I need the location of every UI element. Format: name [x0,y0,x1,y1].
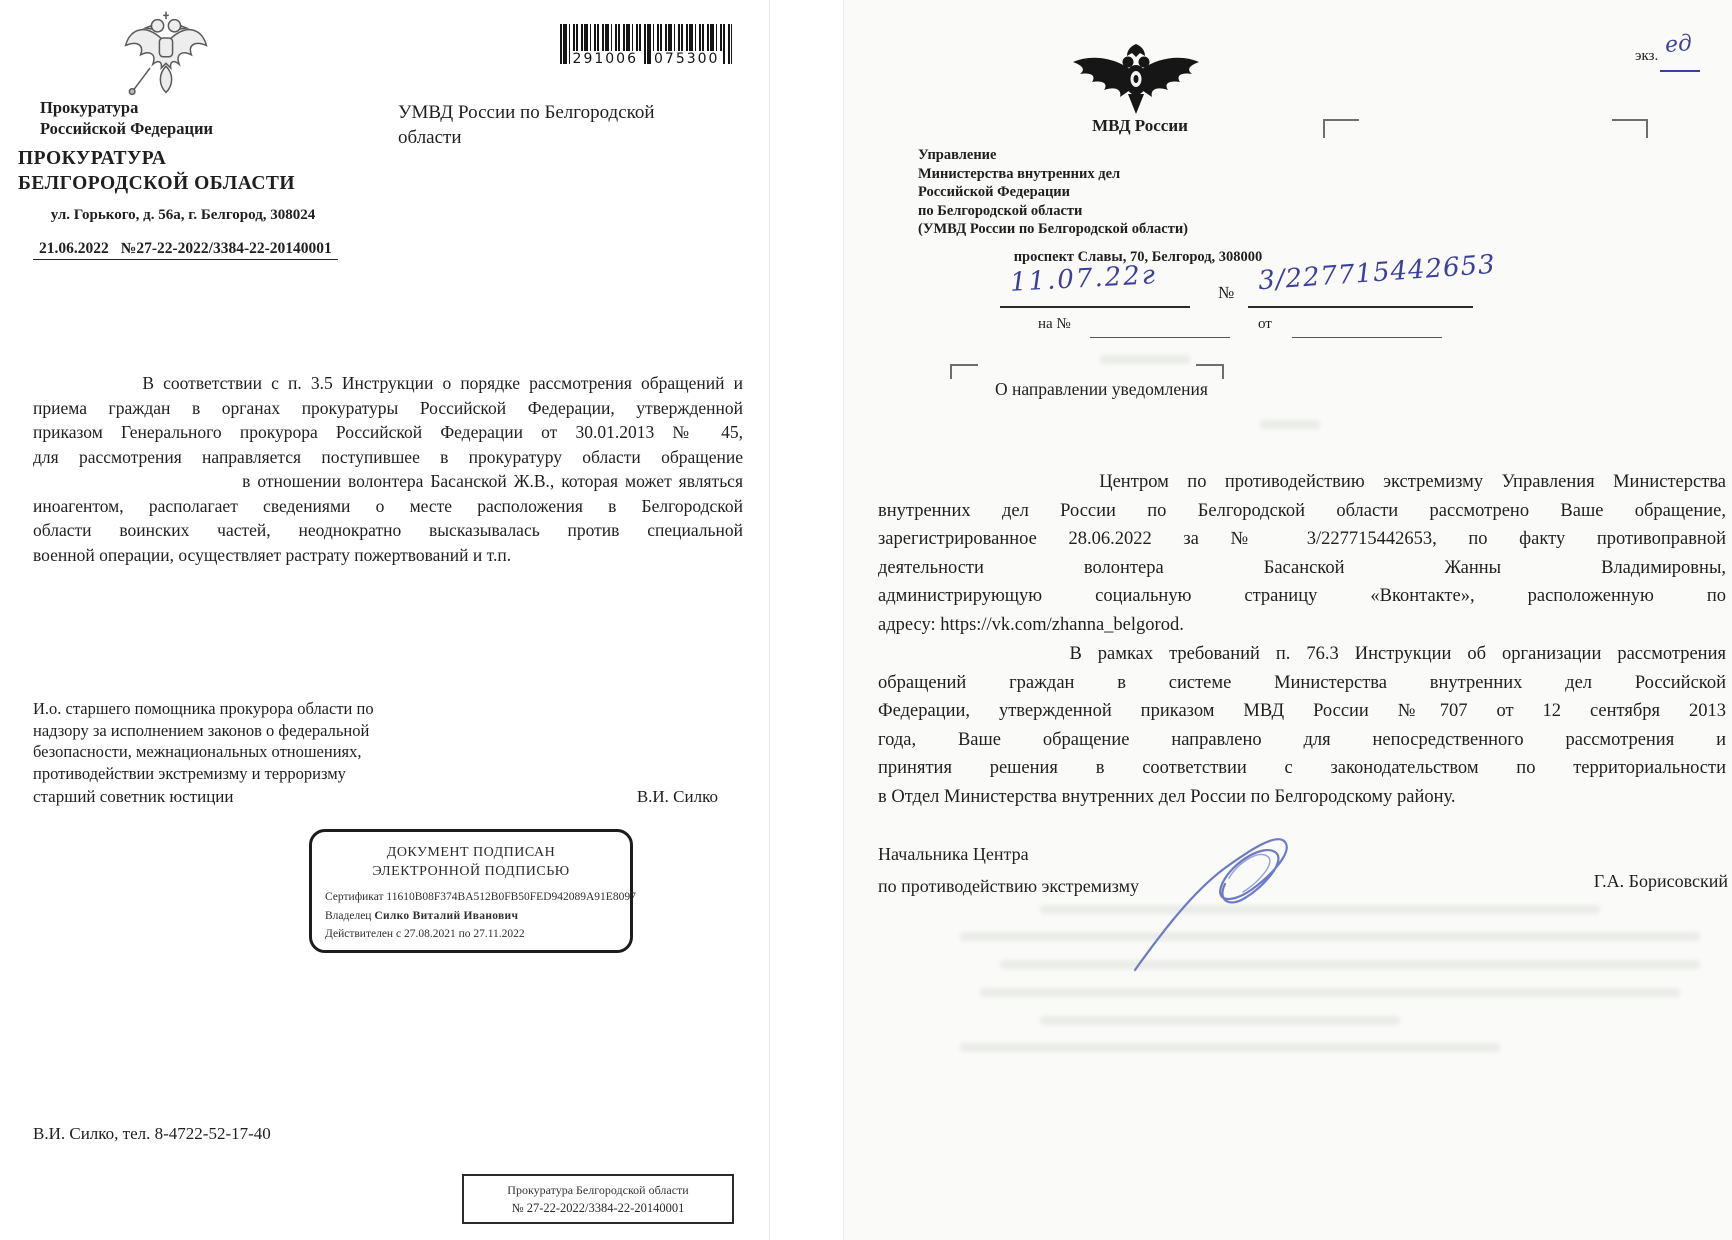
right-signer-name: Г.А. Борисовский [1593,871,1728,891]
right-org-address: проспект Славы, 70, Белгород, 308000 [1013,249,1263,265]
stamp-org-line: Прокуратура Белгородской области [507,1183,689,1197]
right-signer-title: Начальника Центра по противодействию экстремизму [878,844,1139,896]
bleed-through-smudge [960,1043,1500,1052]
right-body-paragraph-1: Центром по противодействию экстремизму Управления Министерства внутренних дел России по Белгородской области рассмотрено Ваше обращение, зарегистрированное 28.06.2022 за № 3/227715442653, по факту противоправной деятельности волонтера Басанской Жанны Владимировны, администрирующую социальную страницу «Вконтакте», расположенную по адресу: https://vk.com/zhanna_belgorod. [878,472,1726,635]
corner-mark-top-right [1612,119,1648,138]
date-field-line [1000,306,1190,308]
copy-label: экз. [1635,48,1659,64]
left-date-number-row [33,240,338,258]
on-number-blank-line [1090,337,1230,338]
bleed-through-smudge [960,932,1700,941]
bleed-through-smudge [1000,960,1700,969]
corner-mark-top-left [1323,119,1359,138]
corner-mark-bottom-right [1196,364,1224,379]
handwritten-date: 11.07.22г [1009,260,1158,298]
mvd-eagle-emblem-icon [1070,42,1202,118]
barcode-number-right: 075300 [651,51,722,67]
bleed-through-smudge [1100,355,1190,364]
right-org-block: Управление Министерства внутренних дел Российской Федерации по Белгородской области (УМВД России по Белгородской области) [918,147,1189,237]
bleed-through-smudge [1040,905,1600,914]
left-contact-phone: В.И. Силко, тел. 8-4722-52-17-40 [33,1124,271,1143]
from-blank-line [1292,337,1442,338]
esign-valid-line: Действителен с 27.08.2021 по 27.11.2022 [325,928,525,940]
copy-underline [1660,70,1700,72]
org-name-small: Прокуратура Российской Федерации [40,98,213,138]
left-signer-rank: старший советник юстиции [33,787,234,806]
recipient-block: УМВД России по Белгородской области [398,102,655,148]
org-name-big: ПРОКУРАТУРА БЕЛГОРОДСКОЙ ОБЛАСТИ [18,148,296,194]
prosecutor-eagle-emblem-icon [118,6,214,100]
handwritten-number: 3/227715442653 [1257,249,1497,297]
copy-value-handwritten: ед [1663,30,1694,59]
barcode-number-left: 291006 [570,51,641,67]
subject-line: О направлении уведомления [995,379,1208,399]
left-body-paragraph: В соответствии с п. 3.5 Инструкции о порядке рассмотрения обращений и приема граждан в органах прокуратуры Российской Федерации, утвержденной приказом Генерального прокурора Российской Федерации от 30.01.2013 № 45, для рассмотрения направляется поступившее в прокуратуру области обращение в отношении волонтера Басанской Ж.В., которая может являться иноагентом, располагает сведениями о месте расположения в Белгородской области воинских частей, неоднократно высказывалась против специальной военной операции, осуществляет растрату пожертвований и т.п. [33,373,743,565]
bleed-through-smudge [980,988,1680,997]
corner-mark-bottom-left [950,364,978,379]
stamp-number-line: № 27-22-2022/3384-22-20140001 [511,1201,685,1215]
left-signer-title: И.о. старшего помощника прокурора области по надзору за исполнением законов о федеральной безопасности, межнациональных отношениях, противодействии экстремизму и терроризму [33,699,374,783]
on-number-label: на № [1038,316,1071,332]
page-edge-divider [769,0,770,1240]
pen-signature [1125,818,1305,983]
esign-certificate-line: Сертификат 11610B08F374BA512B0FB50FED942089A91E8097 [325,891,636,903]
mvd-russia-title: МВД России [1092,116,1188,135]
barcode [560,24,732,67]
left-doc-number: №27-22-2022/3384-22-20140001 [115,240,338,260]
right-body-paragraph-2: В рамках требований п. 76.3 Инструкции об организации рассмотрения обращений граждан в системе Министерства внутренних дел Российской Федерации, утвержденной приказом МВД России №707 от 12 сентября 2013 года, Ваше обращение направлено для непосредственного рассмотрения и принятия решения в соответствии с законодательством по территориальности в Отдел Министерства внутренних дел России по Белгородскому району. [878,644,1726,807]
esign-owner-line: Владелец Силко Виталий Иванович [325,909,519,922]
bleed-through-smudge [1040,1016,1400,1025]
number-sign-label: № [1218,283,1235,302]
esign-title-line1: ДОКУМЕНТ ПОДПИСАН [386,845,556,860]
registration-stamp-box [462,1174,734,1224]
bleed-through-smudge [1260,420,1320,429]
esign-title-line2: ЭЛЕКТРОННОЙ ПОДПИСЬЮ [372,864,570,879]
number-field-line [1248,306,1473,308]
left-signer-name: В.И. Силко [636,787,718,806]
left-date: 21.06.2022 [33,240,115,260]
left-org-address: ул. Горького, д. 56а, г. Белгород, 308024 [50,207,316,223]
electronic-signature-stamp [309,829,636,953]
from-label: от [1258,316,1272,332]
